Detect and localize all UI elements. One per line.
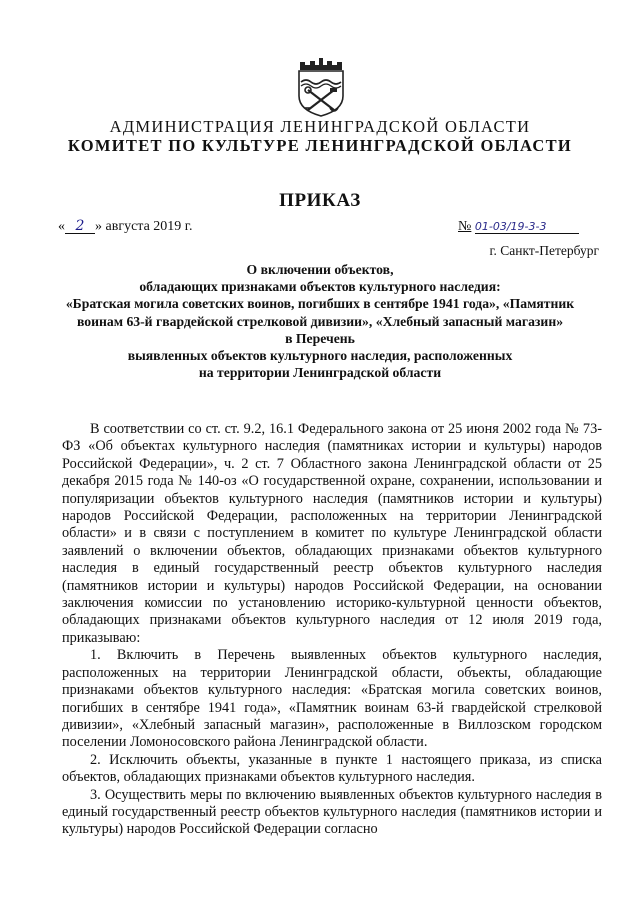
clause-2-paragraph: 2. Исключить объекты, указанные в пункте 1 настоящего приказа, из списка объектов, обладающих признаками объектов культурного наследия. (62, 751, 602, 786)
order-body (62, 421, 602, 839)
clause-3-paragraph: 3. Осуществить меры по включению выявленных объектов культурного наследия в единый государственный реестр объектов культурного наследия (памятников истории и культуры) народов Российской Федерации согласно (62, 786, 602, 838)
order-heading (40, 261, 600, 381)
document-number (458, 219, 579, 235)
heading-line: «Братская могила советских воинов, погибших в сентябре 1941 года», «Памятник (65, 296, 575, 312)
heading-line: в Перечень (285, 330, 355, 346)
heading-line: выявленных объектов культурного наследия, расположенных (127, 348, 513, 364)
document-date (58, 219, 192, 235)
date-month-year: августа 2019 г. (105, 219, 193, 234)
heading-line: О включении объектов, (246, 262, 394, 277)
city-name: г. Санкт-Петербург (489, 243, 599, 258)
heading-line: на территории Ленинградской области (198, 365, 442, 381)
preamble-paragraph: В соответствии со ст. ст. 9.2, 16.1 Федерального закона от 25 июня 2002 года № 73-ФЗ «Об объектах культурного наследия (памятниках истории и культуры) народов Российской Федерации», ч. 2 ст. 7 Областного закона Ленинградской области от 25 декабря 2015 года № 140-оз «О государственной охране, сохранении, использовании и популяризации объектов культурного наследия (памятников истории и культуры) народов Российской Федерации, расположенных на территории Ленинградской области» и в связи с поступлением в комитет по культуре Ленинградской области заявлений о включении объектов, обладающих признаками объектов культурного наследия в единый государственный реестр объектов культурного наследия (памятников истории и культуры) народов Российской Федерации, на основании заключения комиссии по установлению историко-культурной ценности объектов, обладающих признаками объектов культурного наследия от 12 июля 2019 года, приказываю: (62, 421, 602, 646)
coat-of-arms-icon (296, 52, 346, 118)
heading-line: обладающих признаками объектов культурного наследия: (139, 279, 501, 295)
number-label: № (458, 219, 472, 234)
clause-1-paragraph: 1. Включить в Перечень выявленных объектов культурного наследия, расположенных на территории Ленинградской области, объекты, обладающие признаками объектов культурного наследия: «Братская могила советских воинов, погибших в сентябре 1941 года», «Памятник воинам 63-й гвардейской стрелковой дивизии», «Хлебный запасный магазин», расположенные в Виллозском городском поселении Ломоносовского района Ленинградской области. (62, 647, 602, 751)
committee-name: КОМИТЕТ ПО КУЛЬТУРЕ ЛЕНИНГРАДСКОЙ ОБЛАСТИ (67, 136, 573, 155)
document-title: ПРИКАЗ (279, 190, 361, 211)
date-day-handwritten: 2 (65, 220, 95, 234)
number-value-handwritten: 01-03/19-3-3 (475, 220, 579, 234)
date-open-quote: « (58, 219, 65, 234)
heading-line: воинам 63-й гвардейской стрелковой дивизии», «Хлебный запасный магазин» (76, 313, 564, 329)
date-close-quote: » (95, 219, 102, 234)
organization-name: АДМИНИСТРАЦИЯ ЛЕНИНГРАДСКОЙ ОБЛАСТИ (109, 117, 531, 136)
